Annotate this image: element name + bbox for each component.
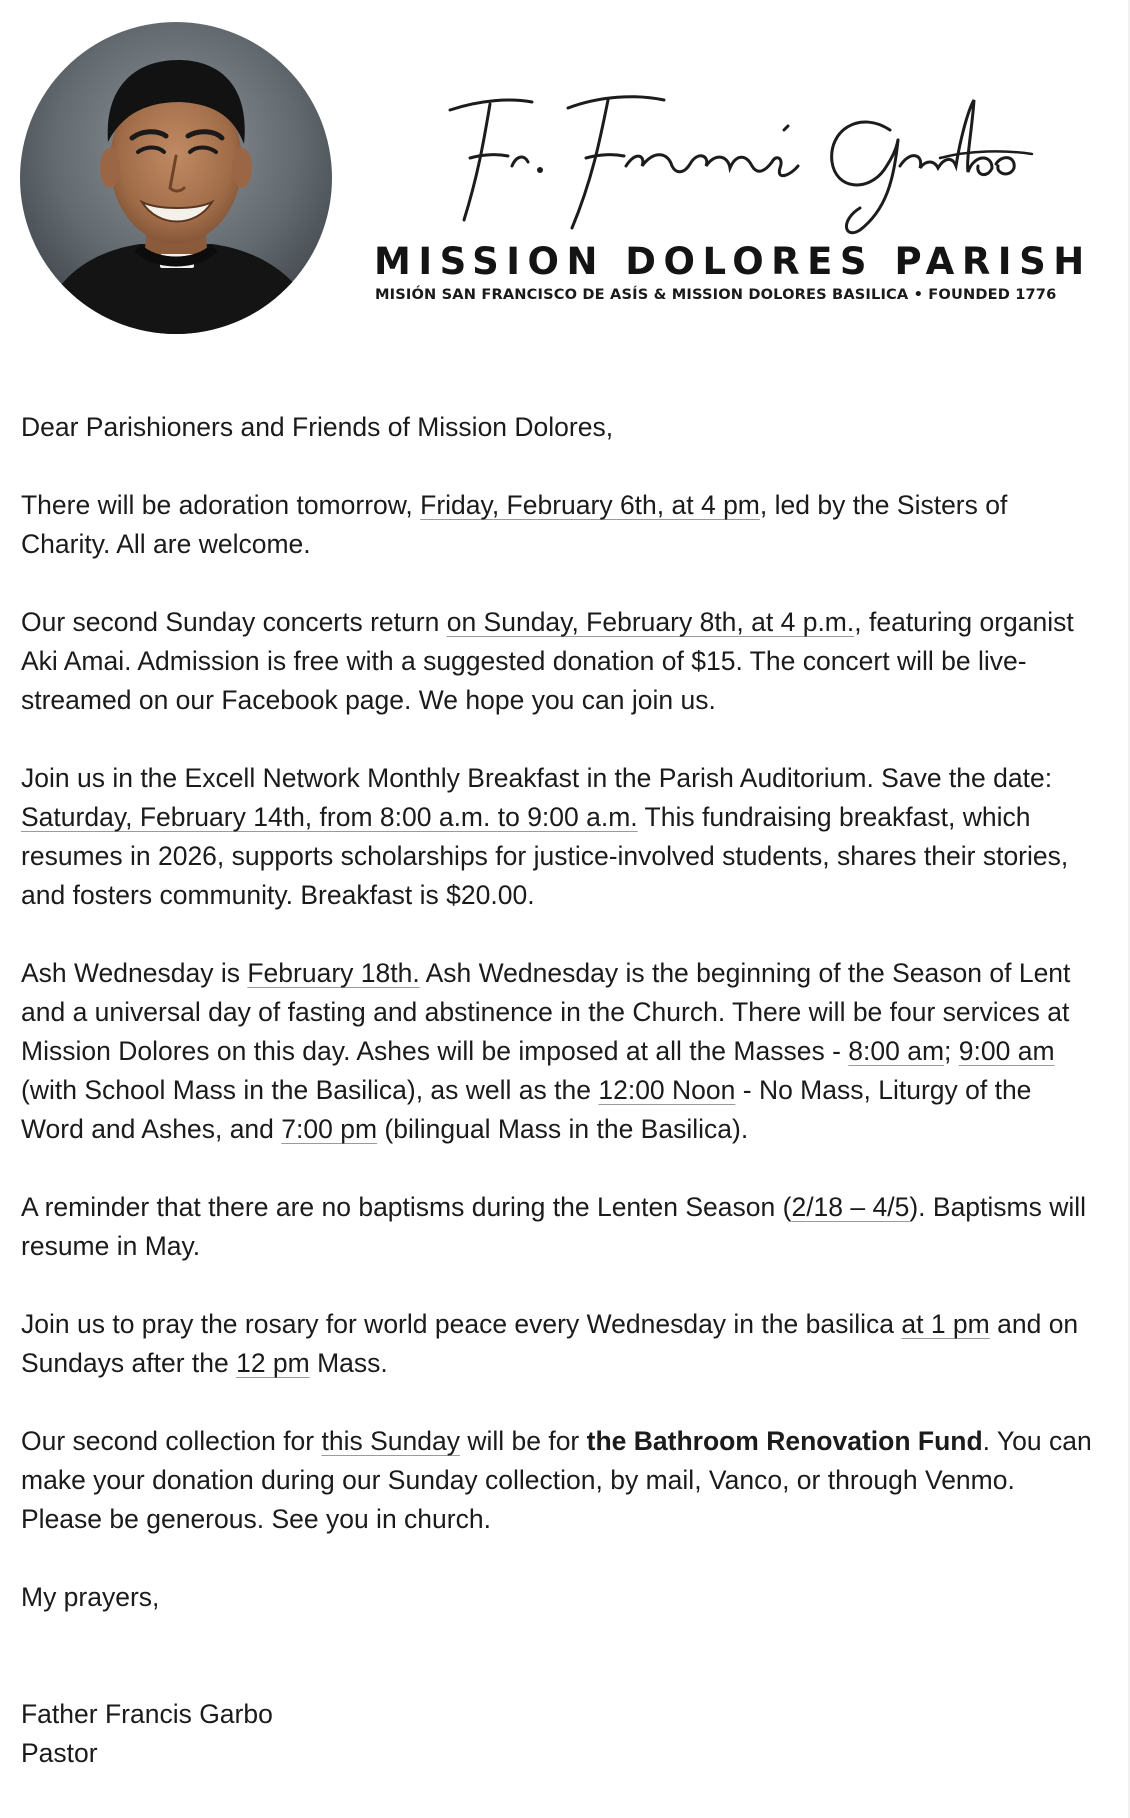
text: ;: [944, 1036, 959, 1066]
mass-time-link[interactable]: 7:00 pm: [281, 1114, 378, 1144]
text: Ash Wednesday is: [21, 958, 248, 988]
paragraph-rosary: [21, 1305, 1096, 1383]
paragraph-baptisms: [21, 1188, 1096, 1266]
paragraph-concert: [21, 603, 1096, 720]
greeting: [21, 408, 1096, 447]
text: ). Baptisms will resume in May.: [21, 1192, 1087, 1261]
text: Our second Sunday concerts return: [21, 607, 447, 637]
sunday-date-link[interactable]: this Sunday: [321, 1426, 460, 1456]
paragraph-breakfast: [21, 759, 1096, 915]
text: Join us to pray the rosary for world peace every Wednesday in the basilica: [21, 1309, 902, 1339]
signer-title: Pastor: [21, 1738, 98, 1768]
letter-header: [0, 0, 1130, 350]
pastor-portrait-icon: [20, 22, 332, 334]
greeting-text: Dear Parishioners and Friends of Mission Dolores,: [21, 412, 614, 442]
closing-text: My prayers,: [21, 1582, 160, 1612]
mass-time-link[interactable]: 12 pm: [236, 1348, 310, 1378]
ash-wednesday-date-link[interactable]: February 18th.: [247, 958, 420, 988]
lenten-dates-link[interactable]: 2/18 – 4/5: [791, 1192, 910, 1222]
text: This fundraising breakfast, which resumes in 2026, supports scholarships for justice-involved students, shares their stories, and fosters community. Breakfast is $20.00.: [21, 802, 1069, 910]
text: Join us in the Excell Network Monthly Breakfast in the Parish Auditorium. Save the date:: [21, 763, 1053, 793]
mass-time-link[interactable]: 8:00 am: [848, 1036, 945, 1066]
text: will be for: [459, 1426, 587, 1456]
fund-name: the Bathroom Renovation Fund: [586, 1426, 983, 1456]
text: There will be adoration tomorrow,: [21, 490, 421, 520]
text: Mass.: [309, 1348, 388, 1378]
adoration-date-link[interactable]: Friday, February 6th, at 4 pm: [420, 490, 760, 520]
text: - No Mass, Liturgy of the Word and Ashes, and: [21, 1075, 1032, 1144]
breakfast-date-link[interactable]: Saturday, February 14th, from 8:00 a.m. to 9:00 a.m.: [21, 802, 638, 832]
pastor-avatar: [20, 22, 332, 334]
concert-date-link[interactable]: on Sunday, February 8th, at 4 p.m.: [446, 607, 855, 637]
text: A reminder that there are no baptisms during the Lenten Season (: [21, 1192, 792, 1222]
text: Ash Wednesday is the beginning of the Season of Lent and a universal day of fasting and abstinence in the Church. There will be four services at Mission Dolores on this day. Ashes will be imposed at all the Masses -: [21, 958, 1071, 1066]
paragraph-ash-wednesday: [21, 954, 1096, 1149]
pastor-signature-script: [440, 70, 1040, 240]
mass-time-link[interactable]: 12:00 Noon: [598, 1075, 736, 1105]
text: (bilingual Mass in the Basilica).: [377, 1114, 749, 1144]
rosary-time-link[interactable]: at 1 pm: [901, 1309, 990, 1339]
text: , featuring organist Aki Amai. Admission is free with a suggested donation of $15. The concert will be live-streamed on our Facebook page. We hope you can join us.: [21, 607, 1074, 715]
parish-subtitle: MISIÓN SAN FRANCISCO DE ASÍS & MISSION DOLORES BASILICA • FOUNDED 1776: [375, 286, 1057, 303]
text: and on Sundays after the: [21, 1309, 1079, 1378]
text: (with School Mass in the Basilica), as well as the: [21, 1075, 599, 1105]
text: , led by the Sisters of Charity. All are welcome.: [21, 490, 1008, 559]
signer-name: Father Francis Garbo: [21, 1699, 273, 1729]
paragraph-collection: [21, 1422, 1096, 1539]
text: . You can make your donation during our Sunday collection, by mail, Vanco, or through Venmo. Please be generous. See you in church.: [21, 1426, 1092, 1534]
mass-time-link[interactable]: 9:00 am: [958, 1036, 1055, 1066]
paragraph-adoration: [21, 486, 1096, 564]
parish-name: MISSION DOLORES PARISH: [374, 240, 1092, 283]
closing: [21, 1578, 1096, 1617]
signature-block: [21, 1695, 1096, 1773]
letter-body: [21, 408, 1096, 1773]
text: Our second collection for: [21, 1426, 322, 1456]
